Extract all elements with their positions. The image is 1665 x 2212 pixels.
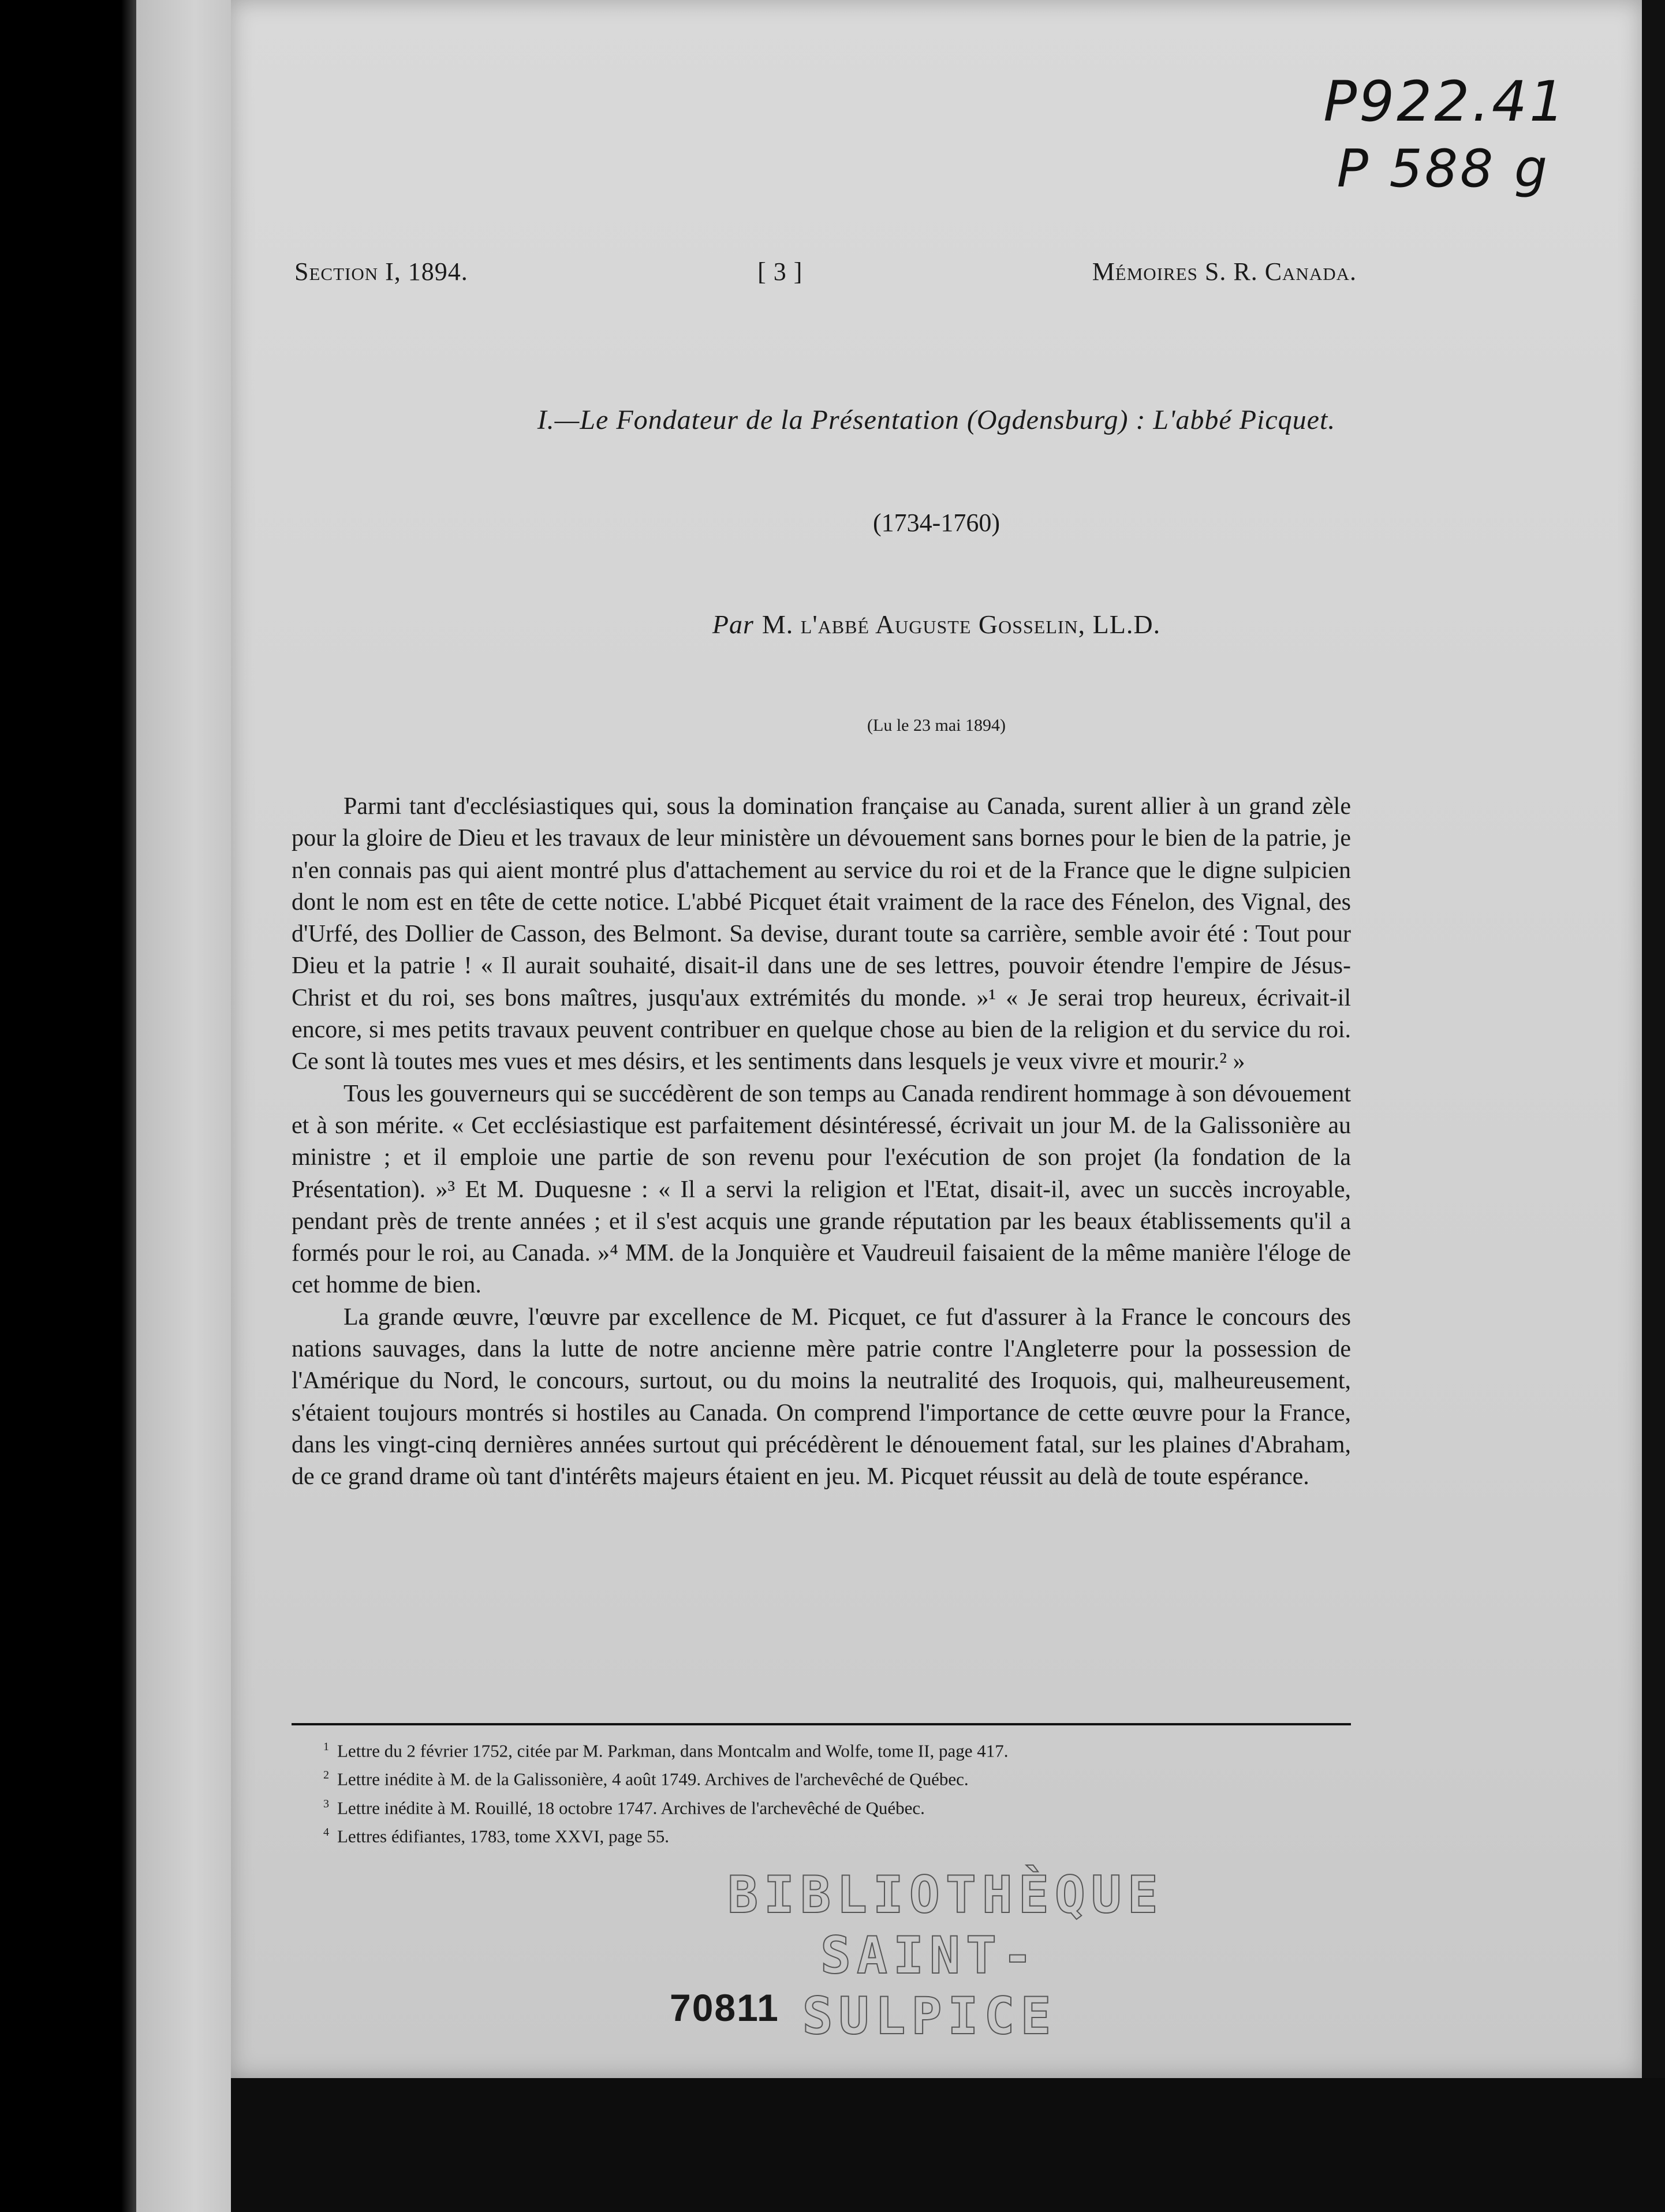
- header-page-number: [ 3 ]: [757, 257, 803, 286]
- footnotes: [323, 1735, 1351, 1848]
- scan-border-bottom: [231, 2078, 1665, 2212]
- footnote-text: Lettres édifiantes, 1783, tome XXVI, page 55.: [337, 1826, 670, 1847]
- read-date: (Lu le 23 mai 1894): [867, 716, 1006, 735]
- accession-number: 70811: [670, 1986, 779, 2029]
- byline-author: M. l'abbé Auguste Gosselin, LL.D.: [761, 610, 1161, 639]
- underlying-page-edge: [136, 0, 238, 2212]
- footnote-number: 2: [323, 1769, 329, 1782]
- library-perforation-stamp: [727, 1864, 1164, 2046]
- footnote-text: Lettre inédite à M. Rouillé, 18 octobre 1747. Archives de l'archevêché de Québec.: [337, 1797, 925, 1818]
- byline-par: Par: [712, 610, 754, 639]
- handwritten-call-number-2: P 588 g: [1337, 139, 1550, 199]
- footnote-number: 1: [323, 1740, 329, 1753]
- running-header: [294, 248, 1357, 294]
- footnote-text: Lettre inédite à M. de la Galissonière, 4 août 1749. Archives de l'archevêché de Québec.: [337, 1769, 969, 1789]
- paragraph: Parmi tant d'ecclésiastiques qui, sous la domination française au Canada, surent allier à un grand zèle pour la gloire de Dieu et les travaux de leur ministère un dévouement sans bornes pour le bien de la patrie, je n'en connais pas qui aient montré plus d'attachement au service du roi et de la France que le digne sulpicien dont le nom est en tête de cette notice. L'abbé Picquet était vraiment de la race des Fénelon, des Vignal, des d'Urfé, des Dollier de Casson, des Belmont. Sa devise, durant toute sa carrière, semble avoir été : Tout pour Dieu et la patrie ! « Il aurait souhaité, disait-il dans une de ses lettres, pouvoir étendre l'empire de Jésus-Christ et du roi, ses bons maîtres, jusqu'aux extrémités du monde. »¹ « Je serai trop heureux, écrivait-il encore, si mes petits travaux peuvent contribuer en quelque chose au bien de la religion et du service du roi. Ce sont là toutes mes vues et mes désirs, et les sentiments dans lesquels je veux vivre et mourir.² »: [292, 793, 1351, 1075]
- footnote-number: 4: [323, 1825, 329, 1839]
- footnote: [323, 1735, 1351, 1763]
- header-journal: Mémoires S. R. Canada.: [1092, 257, 1357, 286]
- header-section: Section I, 1894.: [294, 257, 468, 286]
- scan-border-left: [0, 0, 144, 2212]
- footnote: [323, 1792, 1351, 1820]
- footnote-divider: [292, 1723, 1351, 1725]
- stamp-line: SAINT-SULPICE: [802, 1926, 1057, 2046]
- paragraph: Tous les gouverneurs qui se succédèrent de son temps au Canada rendirent hommage à son dévouement et à son mérite. « Cet ecclésiastique est parfaitement désintéressé, écrivait un jour M. de la Galissonière au ministre ; et il emploie une partie de son revenu pour l'exécution de son projet (la fondation de la Présentation). »³ Et M. Duquesne : « Il a servi la religion et l'Etat, disait-il, avec un succès incroyable, pendant près de trente années ; et il s'est acquis une grande réputation par les beaux établissements qu'il a formés pour le roi, au Canada. »⁴ MM. de la Jonquière et Vaudreuil faisaient de la même manière l'éloge de cet homme de bien.: [292, 1080, 1351, 1299]
- article-title: I.—Le Fondateur de la Présentation (Ogdensburg) : L'abbé Picquet.: [537, 405, 1336, 435]
- footnote: [323, 1763, 1351, 1791]
- footnote-number: 3: [323, 1797, 329, 1810]
- paragraph: La grande œuvre, l'œuvre par excellence de M. Picquet, ce fut d'assurer à la France le concours des nations sauvages, dans la lutte de notre ancienne mère patrie contre l'Angleterre pour la possession de l'Amérique du Nord, le concours, surtout, ou du moins la neutralité des Iroquois, qui, malheureusement, s'étaient toujours montrés si hostiles au Canada. On comprend l'importance de cette œuvre pour la France, dans les vingt-cinq dernières années surtout qui précédèrent le dénouement fatal, sur les plaines d'Abraham, de ce grand drame où tant d'intérêts majeurs étaient en jeu. M. Picquet réussit au delà de toute espérance.: [292, 1303, 1351, 1490]
- article-body: [292, 791, 1351, 1493]
- handwritten-call-number: P922.41: [1323, 69, 1567, 134]
- footnote-text: Lettre du 2 février 1752, citée par M. Parkman, dans Montcalm and Wolfe, tome II, page 417.: [337, 1740, 1009, 1761]
- footnote: [323, 1820, 1351, 1848]
- stamp-line: BIBLIOTHÈQUE: [727, 1865, 1164, 1925]
- byline: [231, 609, 1642, 640]
- article-dates: (1734-1760): [873, 509, 1000, 537]
